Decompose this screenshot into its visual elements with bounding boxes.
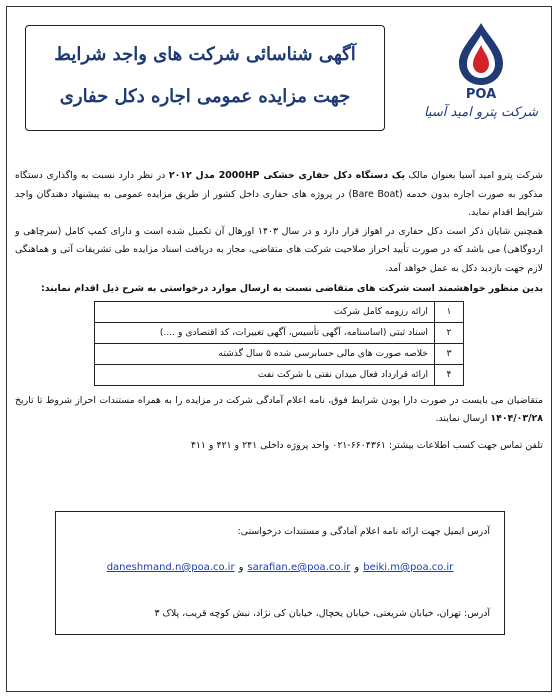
- flame-drop-icon: [451, 21, 511, 87]
- table-row: [95, 301, 464, 322]
- deadline-text-b: ارسال نمایند.: [435, 413, 491, 425]
- intro-text-c: در نظر دارد نسبت به واگذاری دستگاه مذکور به صورت اجاره بدون خدمه (Bare Boat) در پروژه های حفاری داخل کشور از طریق مزایده عمومی به پیشنهاد دهندگان واجد شرایط اقدام نماید.: [15, 170, 543, 219]
- title-box: [25, 25, 385, 131]
- deadline-paragraph: [15, 392, 543, 429]
- email-link-daneshmand[interactable]: daneshmand.n@poa.co.ir: [106, 562, 235, 573]
- item-text: خلاصه صورت های مالی حسابرسی شده ۵ سال گذشته: [95, 343, 435, 364]
- email-link-sarafian[interactable]: sarafian.e@poa.co.ir: [247, 562, 351, 573]
- deadline-text-a: متقاضیان می بایست در صورت دارا بودن شرایط فوق، نامه اعلام آمادگی شرکت در مزایده را به همراه مستندات احراز شروط تا تاریخ: [15, 394, 543, 406]
- item-number: ۴: [435, 364, 464, 385]
- logo-company-name: شرکت پترو امید آسیا: [423, 105, 539, 120]
- item-number: ۱: [435, 301, 464, 322]
- announcement-body: [7, 167, 551, 455]
- email-heading: آدرس ایمیل جهت ارائه نامه اعلام آمادگی و مستندات درخواستی:: [237, 526, 490, 537]
- contact-info-box: [55, 511, 505, 635]
- email-separator: و: [238, 562, 244, 573]
- logo-text: POA: [465, 87, 497, 102]
- header: [7, 7, 551, 147]
- email-separator: و: [354, 562, 360, 573]
- item-number: ۳: [435, 343, 464, 364]
- announcement-page: [6, 6, 552, 692]
- intro-text-a: شرکت پترو امید آسیا بعنوان مالک: [405, 170, 544, 181]
- item-text: ارائه رزومه کامل شرکت: [95, 301, 435, 322]
- email-list: [56, 562, 504, 573]
- table-row: [95, 322, 464, 343]
- postal-address: آدرس: تهران، خیابان شریعتی، خیابان یخچال، خیابان کی نژاد، نبش کوچه قریب، پلاک ۳: [154, 608, 490, 619]
- contact-phone: تلفن تماس جهت کسب اطلاعات بیشتر: ۶۶۰۴۳۶۱-۰۲۱ واحد پروژه داخلی ۲۴۱ و ۴۲۱ و ۴۱۱: [190, 439, 543, 451]
- requirements-heading: بدین منظور خواهشمند است شرکت های متقاضی نسبت به ارسال موارد درخواستی به شرح ذیل اقدام نمایند:: [40, 282, 543, 294]
- requirements-table: [94, 301, 464, 386]
- email-link-beiki[interactable]: beiki.m@poa.co.ir: [363, 562, 454, 573]
- item-text: اسناد ثبتی (اساسنامه، آگهی تأسیس، آگهی تغییرات، کد اقتصادی و ....): [95, 322, 435, 343]
- company-logo: [419, 17, 543, 137]
- table-row: [95, 364, 464, 385]
- table-row: [95, 343, 464, 364]
- page-subtitle: جهت مزایده عمومی اجاره دکل حفاری: [59, 86, 351, 107]
- deadline-date: ۱۴۰۴/۰۳/۲۸: [490, 413, 543, 425]
- item-text: ارائه قرارداد فعال میدان نفتی با شرکت نفت: [95, 364, 435, 385]
- item-number: ۲: [435, 322, 464, 343]
- page-title: آگهی شناسائی شرکت های واجد شرایط: [54, 44, 356, 65]
- intro-text-bold: یک دستگاه دکل حفاری خشکی 2000HP مدل ۲۰۱۲: [168, 170, 406, 181]
- intro-paragraph: [15, 167, 543, 223]
- details-paragraph: همچنین شایان ذکر است دکل حفاری در اهواز قرار دارد و در سال ۱۴۰۳ اورهال آن تکمیل شده است و دارای کمپ کامل (سرچاهی و اردوگاهی) می باشد که در صورت تأیید احراز صلاحیت شرکت های متقاضی، مجاز به دریافت اسناد مزایده طی تشریفات آتی و هماهنگی لازم جهت بازدید دکل به عمل خواهد آمد.: [15, 225, 543, 274]
